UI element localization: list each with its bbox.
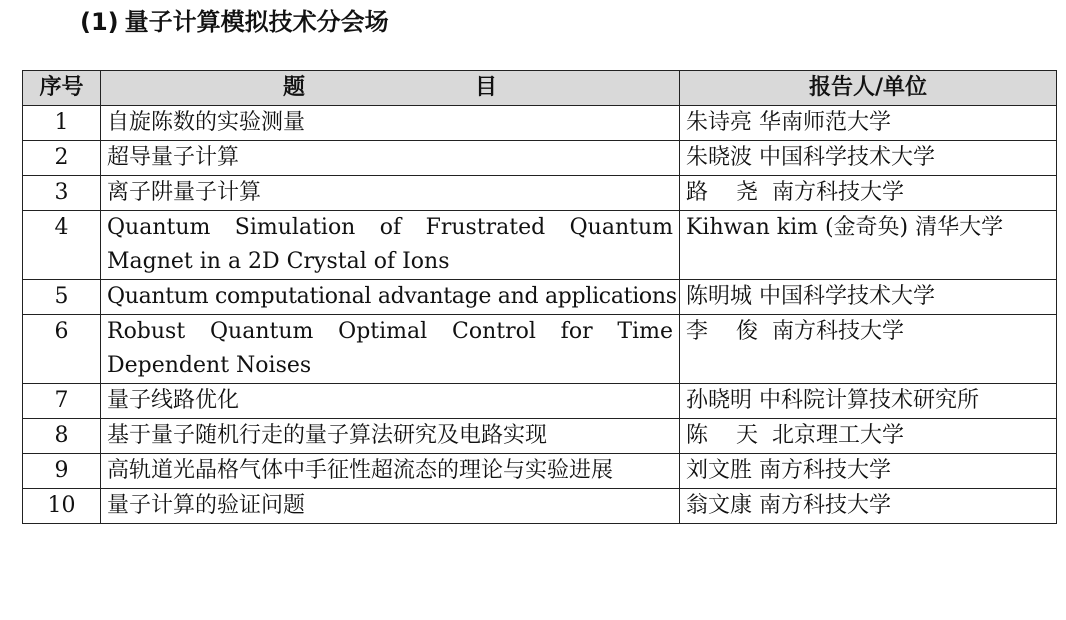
row-title: 高轨道光晶格气体中手征性超流态的理论与实验进展: [101, 454, 680, 489]
row-no: 1: [23, 106, 101, 141]
table-row: [23, 419, 1057, 454]
table-row: [23, 280, 1057, 315]
table-header-row: [23, 71, 1057, 106]
row-title: 离子阱量子计算: [101, 176, 680, 211]
row-title: Quantum Simulation of Frustrated Quantum Magnet in a 2D Crystal of Ions: [101, 211, 680, 280]
row-no: 10: [23, 489, 101, 524]
row-title: 基于量子随机行走的量子算法研究及电路实现: [101, 419, 680, 454]
row-speaker: 李 俊 南方科技大学: [680, 315, 1057, 384]
table-row: [23, 141, 1057, 176]
row-title: 量子线路优化: [101, 384, 680, 419]
header-title-char-1: 题: [282, 75, 305, 100]
row-speaker: 陈 天 北京理工大学: [680, 419, 1057, 454]
row-speaker: 孙晓明 中科院计算技术研究所: [680, 384, 1057, 419]
row-no: 9: [23, 454, 101, 489]
table-row: [23, 489, 1057, 524]
row-no: 3: [23, 176, 101, 211]
table-row: [23, 315, 1057, 384]
table-row: [23, 384, 1057, 419]
table-row: [23, 454, 1057, 489]
section-heading: [80, 4, 389, 40]
row-no: 4: [23, 211, 101, 280]
section-number: (1): [80, 8, 119, 36]
row-title: Quantum computational advantage and applications: [101, 280, 680, 315]
row-speaker: 陈明城 中国科学技术大学: [680, 280, 1057, 315]
header-no: 序号: [23, 71, 101, 106]
table-row: [23, 176, 1057, 211]
row-no: 6: [23, 315, 101, 384]
row-title: Robust Quantum Optimal Control for Time Dependent Noises: [101, 315, 680, 384]
row-speaker: 朱诗亮 华南师范大学: [680, 106, 1057, 141]
row-title: 自旋陈数的实验测量: [101, 106, 680, 141]
row-title: 量子计算的验证问题: [101, 489, 680, 524]
row-speaker: 刘文胜 南方科技大学: [680, 454, 1057, 489]
row-speaker: 朱晓波 中国科学技术大学: [680, 141, 1057, 176]
row-speaker: Kihwan kim (金奇奂) 清华大学: [680, 211, 1057, 280]
header-title: [101, 71, 680, 106]
program-table: [22, 70, 1057, 524]
section-title-text: 量子计算模拟技术分会场: [124, 8, 389, 36]
header-title-char-2: 目: [475, 75, 498, 100]
row-no: 7: [23, 384, 101, 419]
row-title: 超导量子计算: [101, 141, 680, 176]
table-row: [23, 106, 1057, 141]
row-no: 5: [23, 280, 101, 315]
row-no: 2: [23, 141, 101, 176]
row-no: 8: [23, 419, 101, 454]
table-row: [23, 211, 1057, 280]
row-speaker: 路 尧 南方科技大学: [680, 176, 1057, 211]
header-speaker: 报告人/单位: [680, 71, 1057, 106]
row-speaker: 翁文康 南方科技大学: [680, 489, 1057, 524]
